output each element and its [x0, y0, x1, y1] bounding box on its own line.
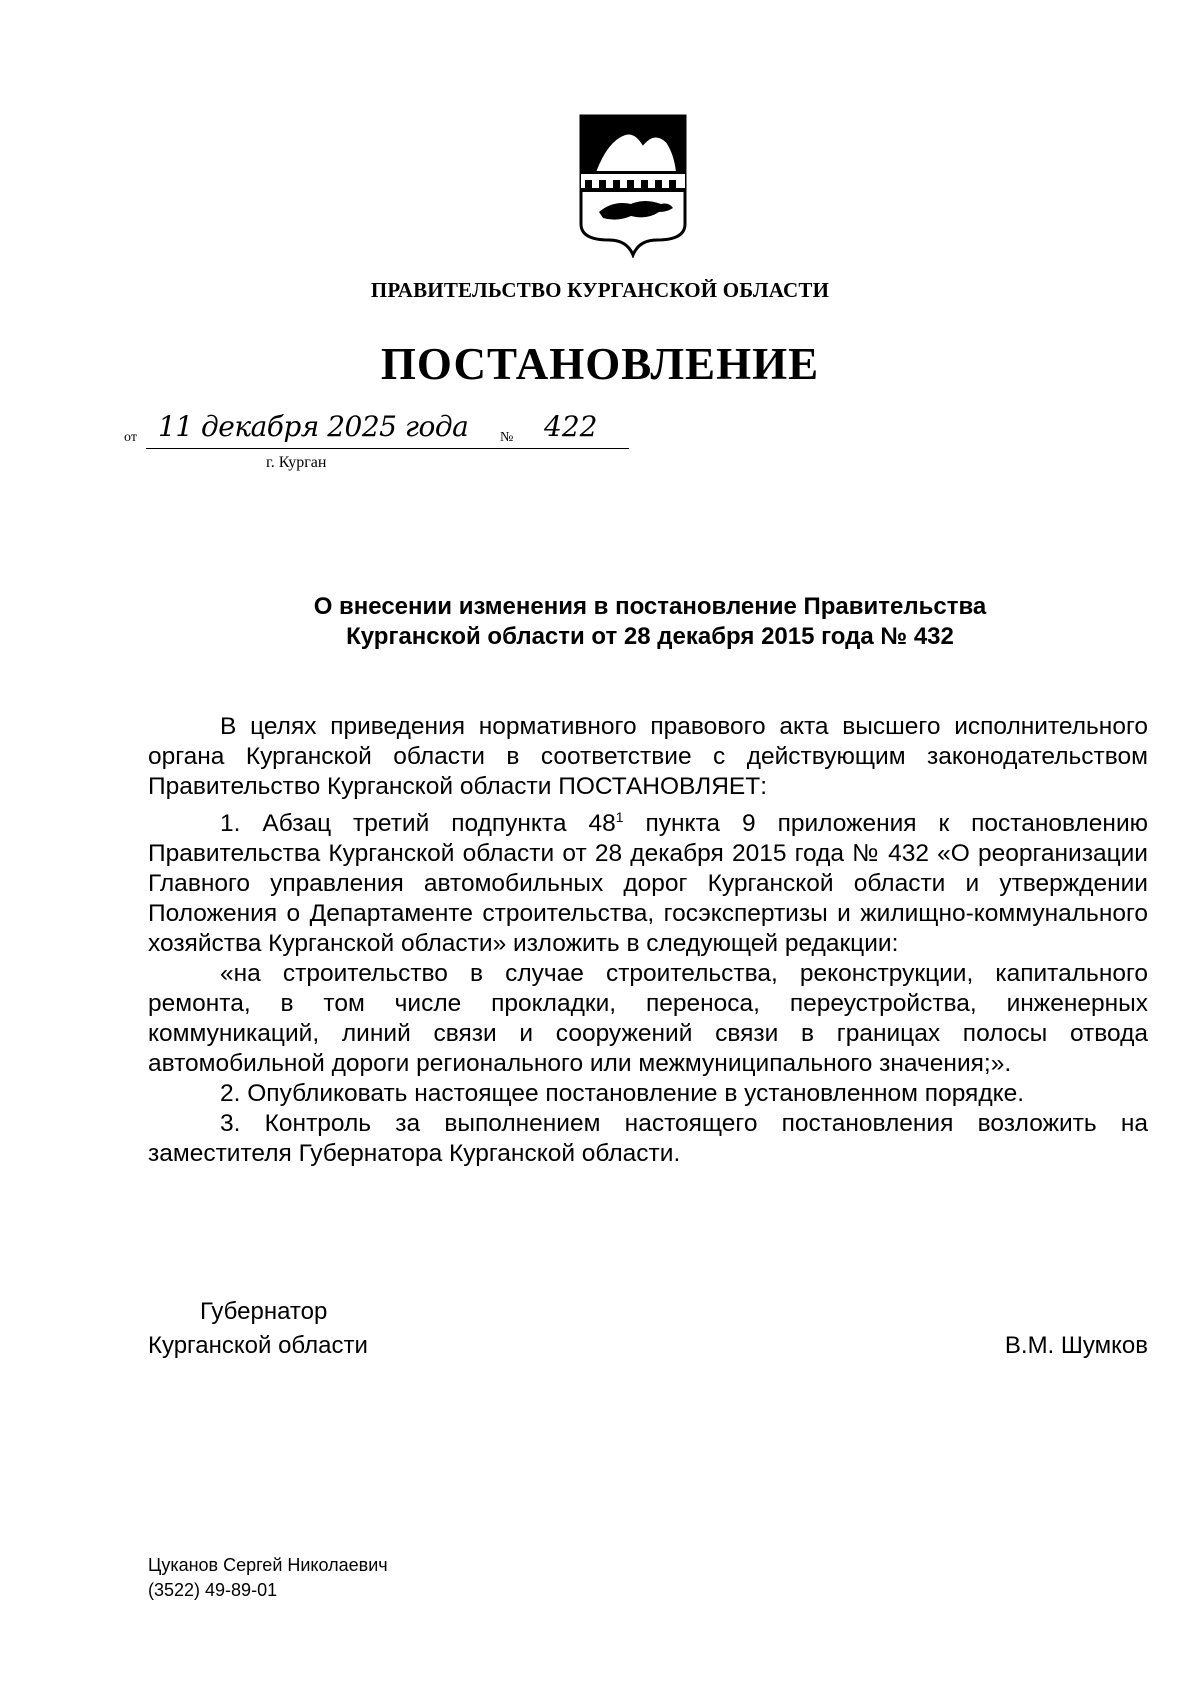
subject-line-2: Курганской области от 28 декабря 2015 года № 432 — [346, 623, 954, 650]
number-underline — [529, 448, 629, 449]
government-name: ПРАВИТЕЛЬСТВО КУРГАНСКОЙ ОБЛАСТИ — [370, 278, 830, 302]
subject-line-1: О внесении изменения в постановление Правительства — [313, 593, 987, 620]
paragraph-item-1 — [148, 802, 1148, 959]
date-number-line — [124, 410, 644, 480]
position-line-1: Губернатор — [200, 1298, 328, 1325]
document-body — [148, 712, 1148, 1169]
item-1-text-end: пункта 9 приложения к постановлению Правительства Курганской области от 28 декабря 2015 года № 432 «О реорганизации Главного управления автомобильных дорог Курганской области и утверждении Положения о Департаменте строительства, госэкспертизы и жилищно-коммунального хозяйства Курганской области» изложить в следующей редакции: — [148, 810, 1149, 958]
document-subject — [140, 592, 1160, 652]
executor-phone: (3522) 49-89-01 — [148, 1580, 278, 1600]
handwritten-date: 11 декабря 2025 года — [158, 410, 469, 443]
signatory-name: В.М. Шумков — [1004, 1332, 1148, 1359]
handwritten-number: 422 — [544, 410, 598, 443]
document-type-title: ПОСТАНОВЛЕНИЕ — [380, 339, 820, 389]
signatory-position — [148, 1295, 368, 1363]
from-label: от — [124, 430, 137, 445]
paragraph-new-wording: «на строительство в случае строительства, реконструкции, капитального ремонта, в том числе прокладки, переноса, переустройства, инженерных коммуникаций, линий связи и сооружений связи в границах полосы отвода автомобильной дороги регионального или межмуниципального значения;». — [148, 960, 1148, 1078]
number-sign: № — [500, 430, 514, 445]
paragraph-preamble: В целях приведения нормативного правового акта высшего исполнительного органа Курганской области в соответствие с действующим законодательством Правительство Курганской области ПОСТАНОВЛЯЕТ: — [148, 713, 1148, 800]
paragraph-item-2: 2. Опубликовать настоящее постановление в установленном порядке. — [220, 1080, 1025, 1108]
item-1-superscript: 1 — [615, 809, 624, 825]
item-1-text-start: 1. Абзац третий подпункта 48 — [220, 810, 616, 838]
city-label: г. Курган — [266, 454, 327, 471]
position-line-2: Курганской области — [148, 1332, 368, 1359]
paragraph-item-3: 3. Контроль за выполнением настоящего постановления возложить на заместителя Губернатора Курганской области. — [148, 1110, 1148, 1168]
coat-of-arms-icon — [573, 112, 693, 258]
executor-name: Цуканов Сергей Николаевич — [148, 1555, 388, 1575]
executor-contact — [148, 1553, 388, 1603]
